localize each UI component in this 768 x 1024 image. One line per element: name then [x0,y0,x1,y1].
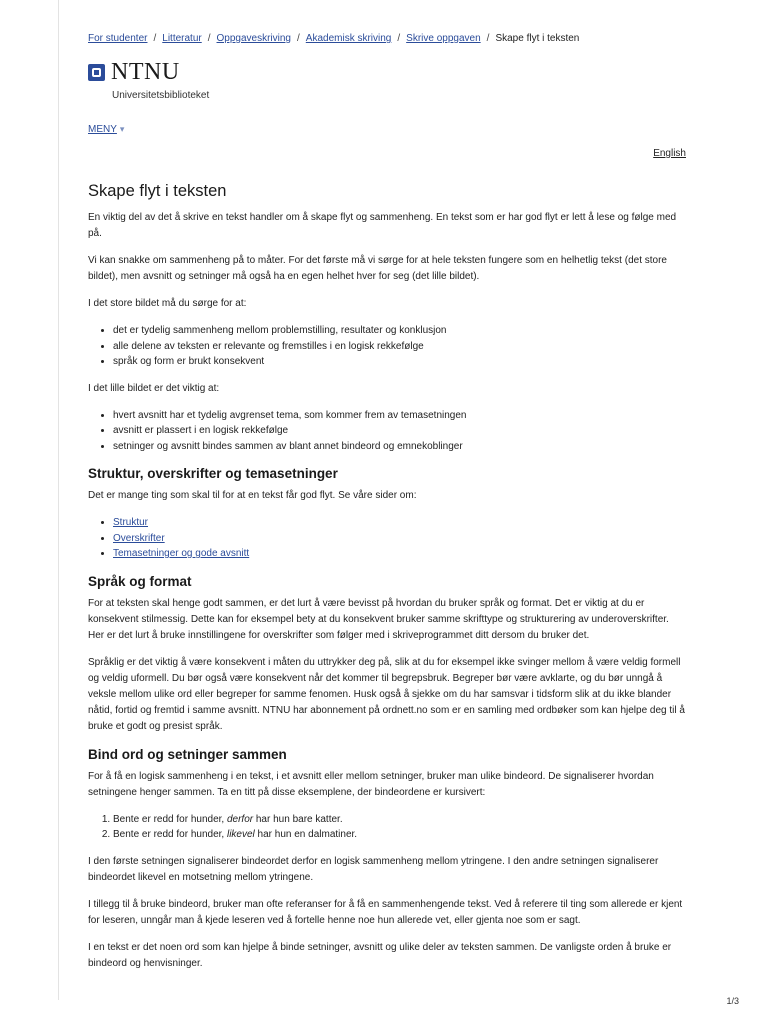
list-item: • alle delene av teksten er relevante og fremstilles i en logisk rekkefølge [113,339,686,355]
big-picture-list [88,323,686,370]
breadcrumb-separator: / [297,33,300,44]
breadcrumb [88,33,579,44]
small-picture-list [88,408,686,455]
language-switch-link[interactable]: English [653,148,686,159]
intro-paragraph: Vi kan snakke om sammenheng på to måter. For det første må vi sørge for at hele teksten fungere som en helhetlig tekst (det store bildet), men avsnitt og setninger må også ha en egen helhet hver for seg (det lille bildet). [88,255,667,282]
page-indicator: 1/3 [726,996,739,1006]
structure-links-list [88,515,686,562]
example-bindeord: derfor [226,813,254,825]
breadcrumb-separator: / [207,33,211,44]
examples-list [88,812,686,843]
logo-name: NTNU [111,59,180,85]
list-item: • hvert avsnitt har et tydelig avgrenset tema, som kommer frem av temasetningen [113,408,686,424]
section-paragraph: Språklig er det viktig å være konsekvent i måten du uttrykker deg på, slik at du for eksempel ikke svinger mellom å være veldig formell og veldig uformell. Du bør også være konsekvent når det kommer til begrepsbruk. Begreper bør være avklarte, og du bør unngå å veksle mellom ulike ord eller begreper for samme fenomen. Husk også å sjekke om du har samsvar i tidsform slik at du ikke blander nåtid, fortid og fremtid i samme avsnitt. NTNU har abonnement på ordnett.no som er en samling med ordbøker som kan hjelpe deg til å bruke et godt og presist språk. [88,656,685,732]
chevron-down-icon: ▾ [119,124,125,134]
small-picture-intro: I det lille bildet er det viktig at: [88,382,220,394]
list-item: • avsnitt er plassert i en logisk rekkefølge [113,423,686,439]
list-item: • språk og form er brukt konsekvent [113,354,686,370]
example-text: har hun bare katter. [253,813,343,825]
breadcrumb-link-oppgaveskriving[interactable]: Oppgaveskriving [216,33,291,44]
breadcrumb-link-for-studenter[interactable]: For studenter [88,33,148,44]
breadcrumb-separator: / [397,33,401,44]
section-paragraph: I en tekst er det noen ord som kan hjelpe å binde setninger, avsnitt og ulike deler av teksten sammen. De vanligste orden å bruke er bindeord og henvisninger. [88,941,672,969]
menu-label: MENY [88,124,117,135]
list-item: • setninger og avsnitt bindes sammen av blant annet bindeord og emnekoblinger [113,439,686,455]
breadcrumb-link-skrive-oppgaven[interactable]: Skrive oppgaven [406,33,481,44]
example-item [113,827,686,843]
example-text: Bente er redd for hunder, [113,829,227,840]
list-item [113,515,686,531]
breadcrumb-separator: / [486,33,490,44]
section-heading-struktur: Struktur, overskrifter og temasetninger [88,466,338,481]
list-item [113,546,686,562]
section-heading-bindeord: Bind ord og setninger sammen [88,746,287,762]
breadcrumb-current: Skape flyt i teksten [495,33,580,44]
section-paragraph: I tillegg til å bruke bindeord, bruker man ofte referanser for å få en sammenhengende tekst. Ved å referere til ting som allerede er kjent for leseren, unngår man å kjede leseren ved å fortelle henne noe hun allerede vet, eller gjenta noe som er sagt. [88,898,683,926]
page-title: Skape flyt i teksten [88,182,227,200]
article [88,182,686,983]
example-text: har hun en dalmatiner. [254,829,358,840]
example-bindeord: likevel [226,829,255,840]
link-temasetninger[interactable]: Temasetninger og gode avsnitt [113,548,250,559]
breadcrumb-link-akademisk-skriving[interactable]: Akademisk skriving [305,33,392,44]
breadcrumb-separator: / [153,33,157,44]
logo-subtitle: Universitetsbiblioteket [112,90,210,101]
list-item [113,531,686,547]
link-overskrifter[interactable]: Overskrifter [113,532,165,544]
example-item [113,812,686,828]
breadcrumb-link-litteratur[interactable]: Litteratur [162,33,202,44]
section-paragraph: I den første setningen signaliserer bindeordet derfor en logisk sammenheng mellom ytringene. I den andre setningen signaliserer bindeordet likevel en motsetning mellom ytringene. [88,855,659,883]
list-item: • det er tydelig sammenheng mellom problemstilling, resultater og konklusjon [113,323,686,339]
intro-paragraph: I det store bildet må du sørge for at: [88,298,247,309]
menu-button[interactable] [88,124,124,135]
section-text: Det er mange ting som skal til for at en tekst får god flyt. Se våre sider om: [88,490,417,501]
section-paragraph: For at teksten skal henge godt sammen, er det lurt å være bevisst på hvordan du bruker språk og format. Det er viktig at du er konsekvent stilmessig. Dette kan for eksempel bety at du konsekvent bruker samme skrifttype og strukturering av underoverskrifter. Her er det lurt å bruke innstillingene for overskrifter som følger med i skriveprogrammet ditt dersom du bruker det. [88,597,669,641]
section-heading-sprak: Språk og format [88,573,192,589]
section-paragraph: For å få en logisk sammenheng i en tekst, i et avsnitt eller mellom setninger, bruker man ulike bindeord. De signaliserer hvordan setningene henger sammen. Ta en titt på disse eksemplene, der bindeordene er kursivert: [88,770,654,798]
ntnu-logo-mark-icon [88,64,105,81]
page-edge-divider [58,0,59,1000]
link-struktur[interactable]: Struktur [113,517,149,528]
example-text: Bente er redd for hunder, [113,813,227,825]
intro-paragraph: En viktig del av det å skrive en tekst handler om å skape flyt og sammenheng. En tekst som er har god flyt er lett å lese og følge med på. [88,212,677,239]
